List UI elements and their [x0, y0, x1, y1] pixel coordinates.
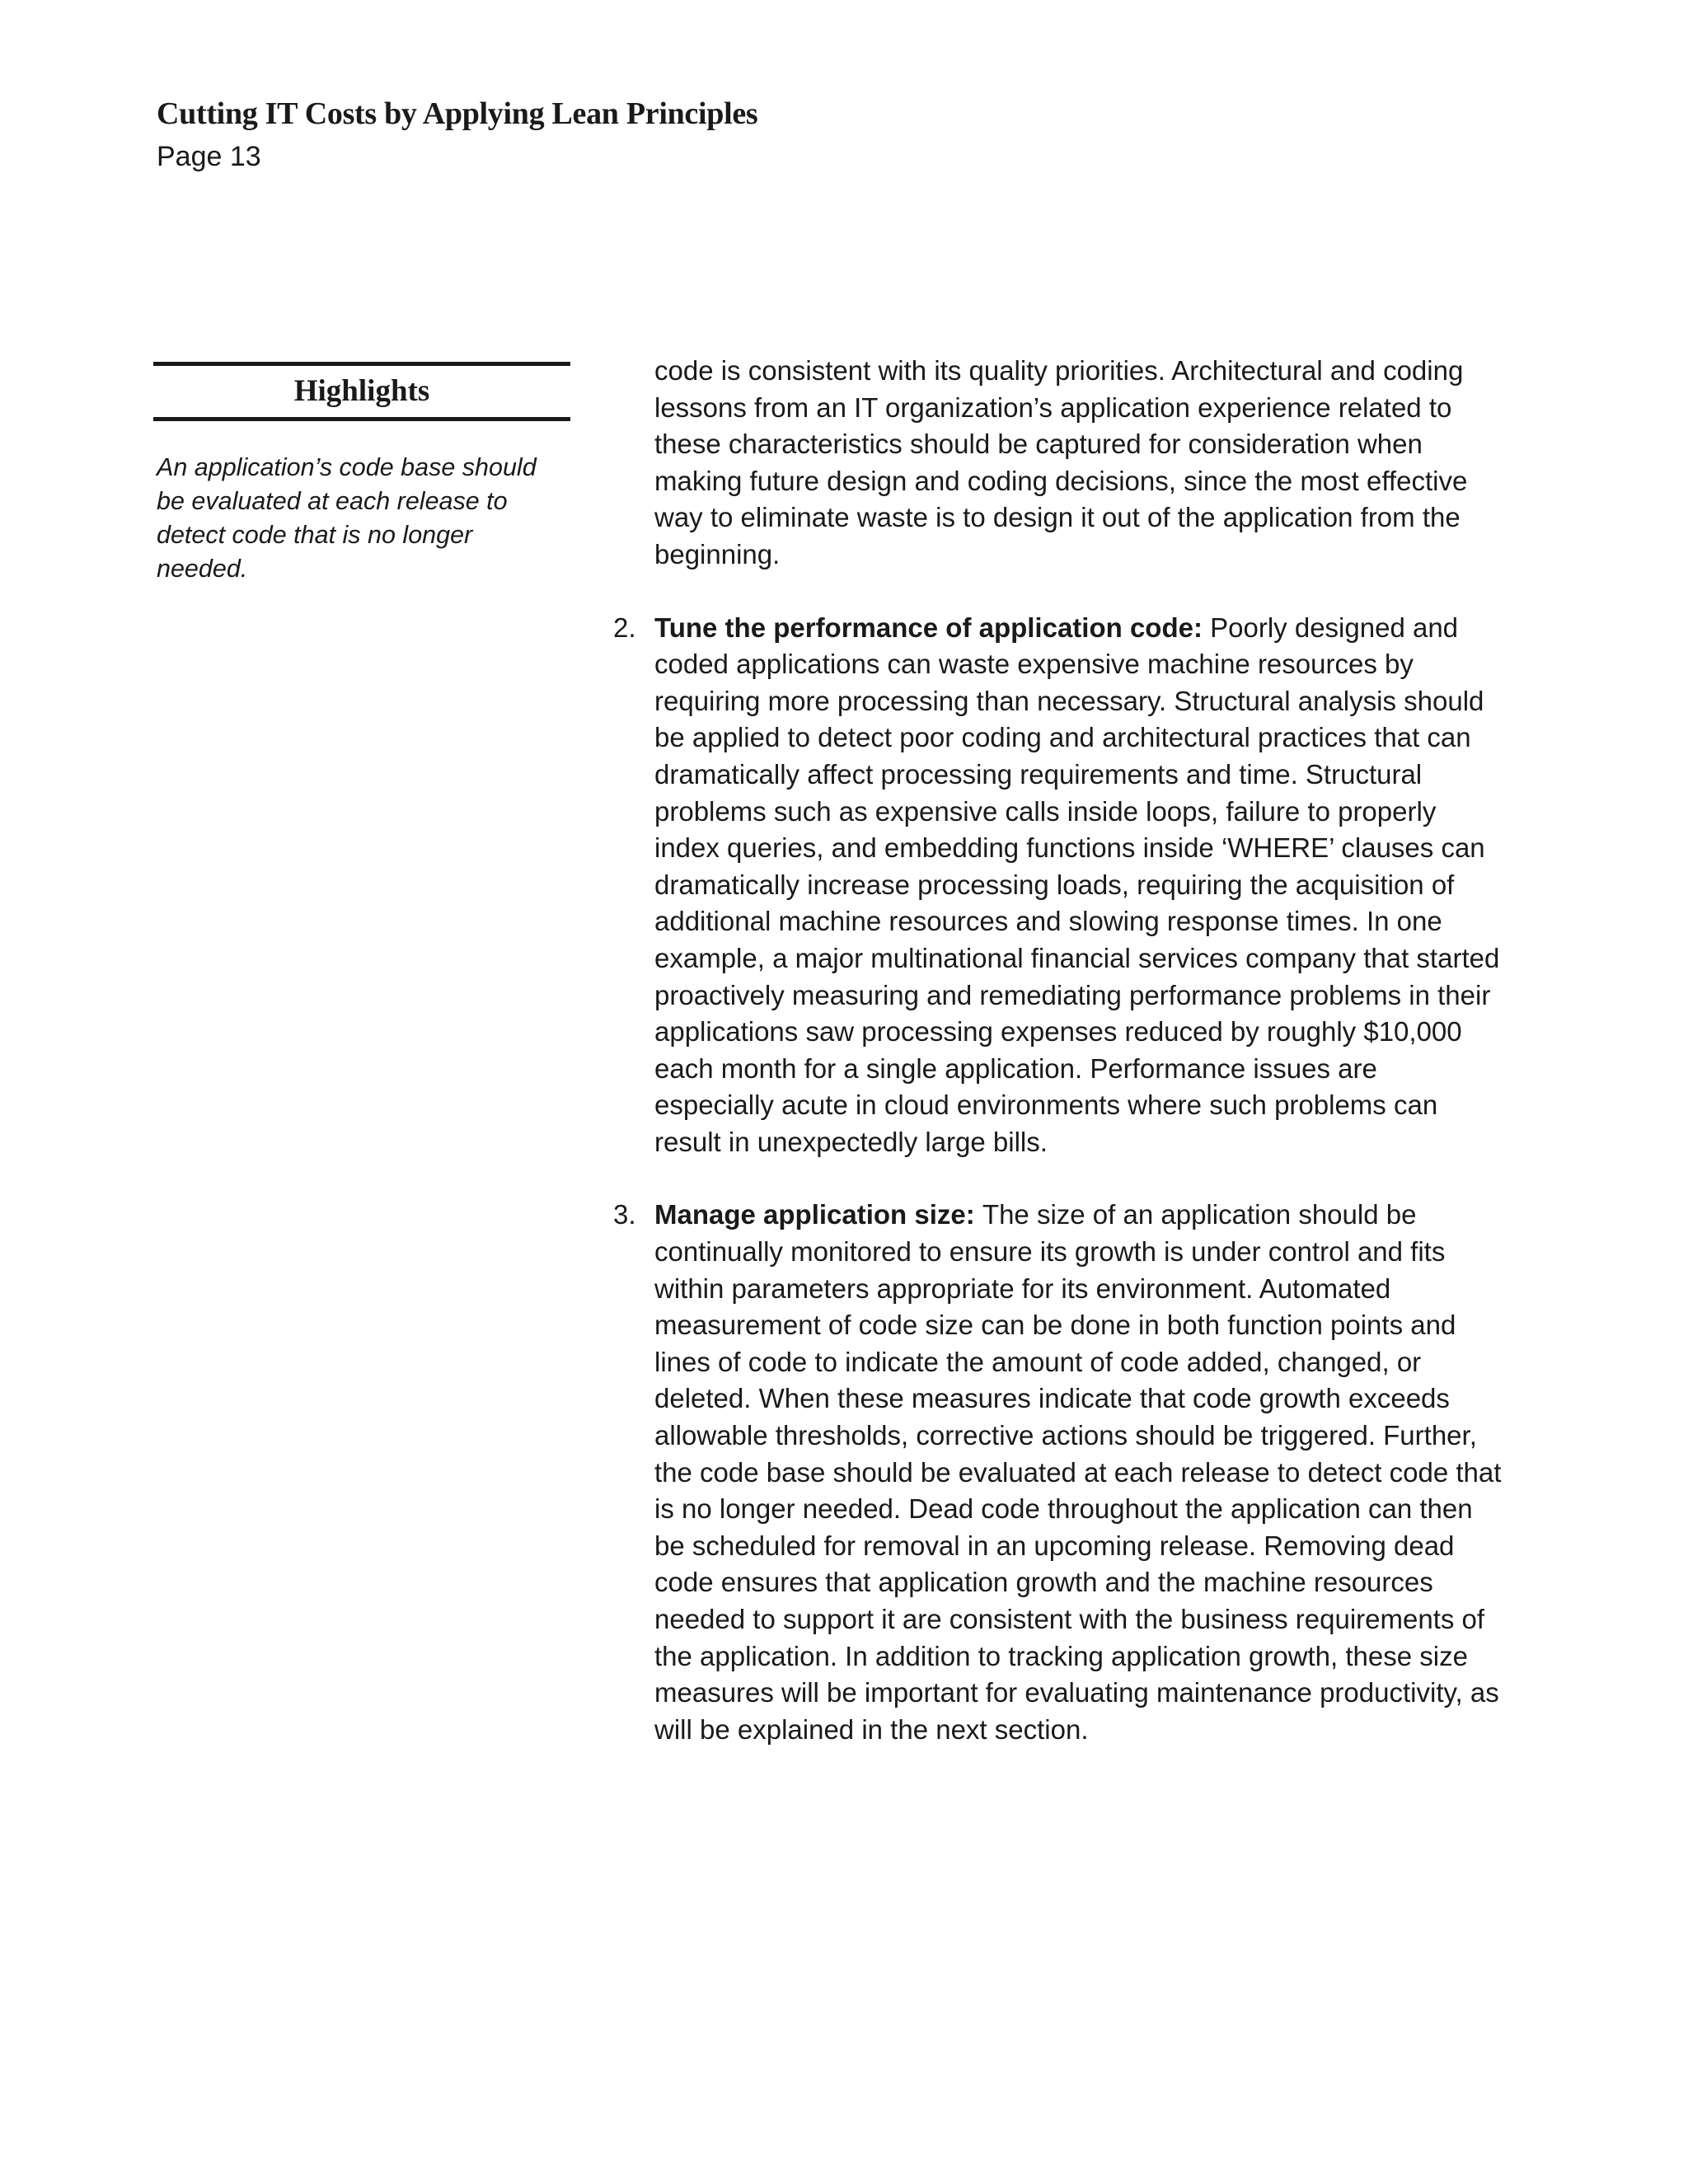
list-item-text: The size of an application should be continually monitored to ensure its growth is under control and fits within parameters appropriate for its environment. Automated measurement of code size can be done in both function points and lines of code to indicate the amount of code added, changed, or deleted. When these measures indicate that code growth exceeds allowable thresholds, corrective actions should be triggered. Further, the code base should be evaluated at each release to detect code that is no longer needed. Dead code throughout the application can then be scheduled for removal in an upcoming release. Removing dead code ensures that application growth and the machine resources needed to support it are consistent with the business requirements of the application. In addition to tracking application growth, these size measures will be important for evaluating maintenance productivity, as will be explained in the next section.	[654, 1199, 1502, 1745]
list-number: 2.	[613, 612, 636, 643]
list-item-3	[613, 1197, 1503, 1748]
sidebar-bottom-rule	[153, 417, 570, 421]
intro-paragraph: code is consistent with its quality priorities. Architectural and coding lessons from an IT organization’s application experience related to these characteristics should be captured for consideration when making future design and coding decisions, since the most effective way to eliminate waste is to design it out of the application from the beginning.	[654, 355, 1468, 569]
list-item-heading: Manage application size:	[654, 1199, 982, 1230]
list-item-2	[613, 610, 1503, 1161]
highlights-heading: Highlights	[293, 374, 430, 408]
list-item-text: Poorly designed and coded applications can waste expensive machine resources by requiring more processing than necessary. Structural analysis should be applied to detect poor coding and architectural practices that can dramatically affect processing requirements and time. Structural problems such as expensive calls inside loops, failure to properly index queries, and embedding functions inside ‘WHERE’ clauses can dramatically increase processing loads, requiring the acquisition of additional machine resources and slowing response times. In one example, a major multinational financial services company that started proactively measuring and remediating performance problems in their applications saw processing expenses reduced by roughly $10,000 each month for a single application. Performance issues are especially acute in cloud environments where such problems can result in unexpectedly large bills.	[654, 612, 1500, 1157]
document-title: Cutting IT Costs by Applying Lean Principles	[157, 96, 758, 131]
list-number: 3.	[613, 1199, 636, 1230]
main-column	[613, 353, 1503, 1748]
list-item-body	[654, 1197, 1503, 1748]
highlight-text: An application’s code base should be evaluated at each release to detect code that is no longer needed.	[157, 453, 537, 583]
list-item-heading: Tune the performance of application code:	[654, 612, 1211, 643]
highlights-sidebar	[153, 362, 570, 586]
list-item-body	[654, 610, 1503, 1161]
page-number: Page 13	[157, 141, 261, 172]
